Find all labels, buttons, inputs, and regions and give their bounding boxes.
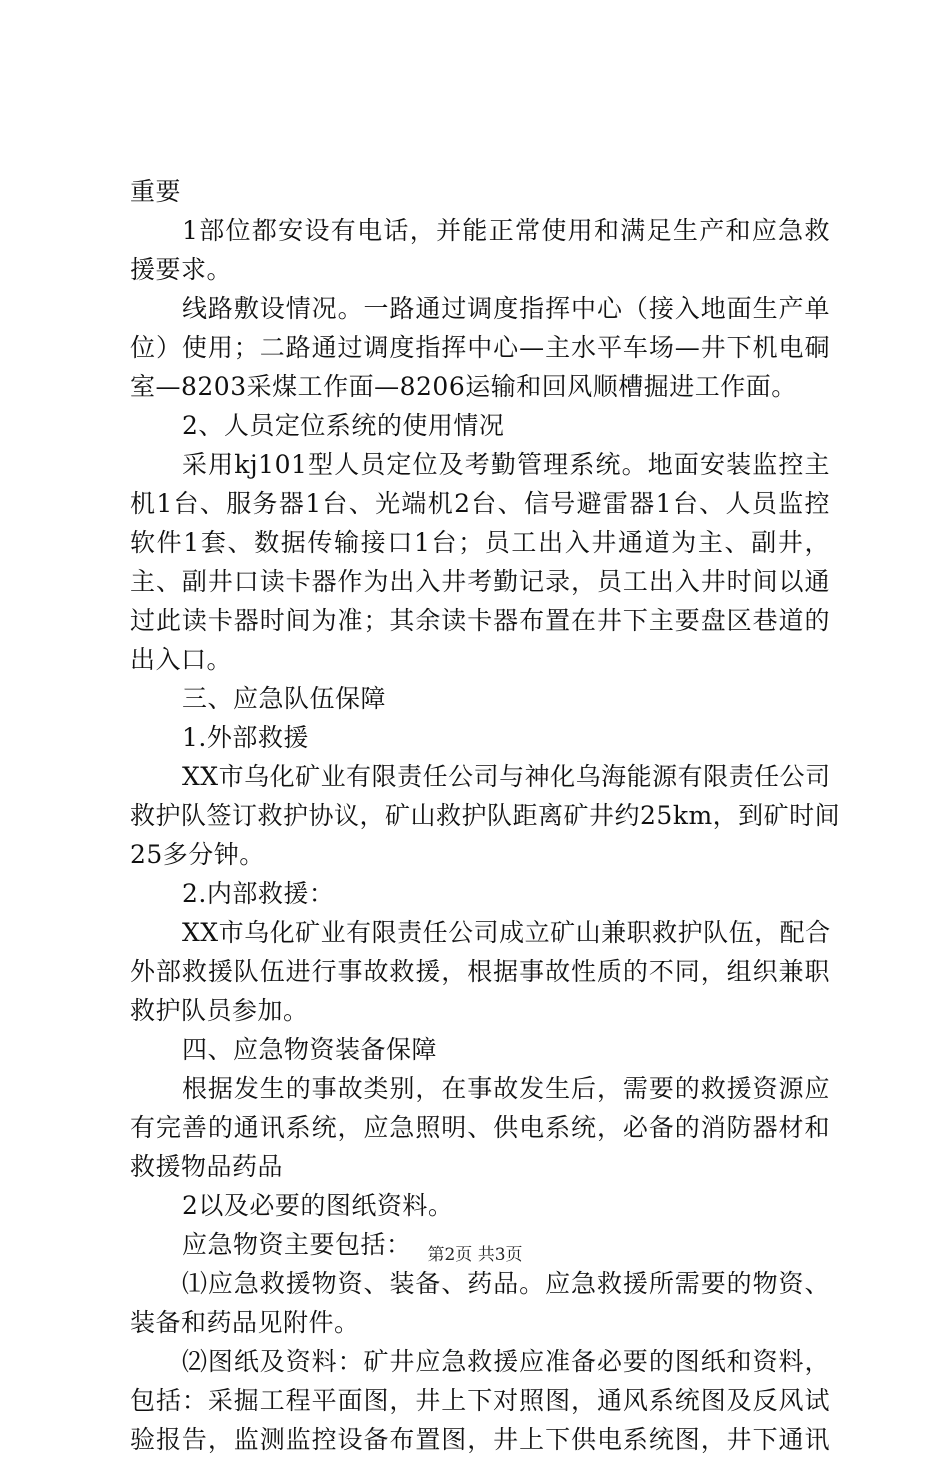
text-line: ⑵图纸及资料：矿井应急救援应准备必要的图纸和资料， [182, 1347, 830, 1376]
text-line: 救护队员参加。 [130, 996, 309, 1025]
text-line: XX市乌化矿业有限责任公司成立矿山兼职救护队伍，配合 [182, 918, 831, 947]
text-line: 应急物资主要包括： [182, 1230, 412, 1259]
text-line: 援要求。 [130, 255, 233, 284]
text-line: 救护队签订救护协议，矿山救护队距离矿井约25km，到矿时间 [130, 801, 841, 830]
document-body [130, 172, 841, 1459]
text-line: 2.内部救援： [182, 879, 335, 908]
text-line: 根据发生的事故类别，在事故发生后，需要的救援资源应 [182, 1074, 830, 1103]
text-line: 装备和药品见附件。 [130, 1308, 360, 1337]
text-line: 有完善的通讯系统，应急照明、供电系统，必备的消防器材和 [130, 1113, 830, 1142]
text-line: 25多分钟。 [130, 840, 265, 869]
text-line: 机1台、服务器1台、光端机2台、信号避雷器1台、人员监控 [130, 489, 830, 518]
text-line: 救援物品药品 [130, 1152, 284, 1181]
text-line: 四、应急物资装备保障 [182, 1035, 438, 1064]
text-line: XX市乌化矿业有限责任公司与神化乌海能源有限责任公司 [182, 762, 831, 791]
text-line: 过此读卡器时间为准；其余读卡器布置在井下主要盘区巷道的 [130, 606, 830, 635]
text-line: 室—8203采煤工作面—8206运输和回风顺槽掘进工作面。 [130, 372, 797, 401]
text-line: 1部位都安设有电话，并能正常使用和满足生产和应急救 [182, 216, 830, 245]
text-line: 出入口。 [130, 645, 233, 674]
text-line: 位）使用；二路通过调度指挥中心—主水平车场—井下机电硐 [130, 333, 830, 362]
text-line: 重要 [130, 177, 182, 206]
text-line: 2、人员定位系统的使用情况 [182, 411, 505, 440]
text-line: 1.外部救援 [182, 723, 309, 752]
page-footer: 第2页 共3页 [427, 1245, 523, 1265]
text-line: 包括：采掘工程平面图，井上下对照图，通风系统图及反风试 [130, 1386, 830, 1415]
text-line: 线路敷设情况。一路通过调度指挥中心（接入地面生产单 [182, 294, 830, 323]
text-line: 2以及必要的图纸资料。 [182, 1191, 454, 1220]
text-line: 外部救援队伍进行事故救援，根据事故性质的不同，组织兼职 [130, 957, 830, 986]
text-line: ⑴应急救援物资、装备、药品。应急救援所需要的物资、 [182, 1269, 830, 1298]
text-line: 采用kj101型人员定位及考勤管理系统。地面安装监控主 [182, 450, 830, 479]
text-line: 软件1套、数据传输接口1台；员工出入井通道为主、副井， [130, 528, 830, 557]
text-line: 主、副井口读卡器作为出入井考勤记录，员工出入井时间以通 [130, 567, 830, 596]
text-line: 三、应急队伍保障 [182, 684, 387, 713]
text-line: 验报告，监测监控设备布置图，井上下供电系统图，井下通讯 [130, 1425, 830, 1454]
